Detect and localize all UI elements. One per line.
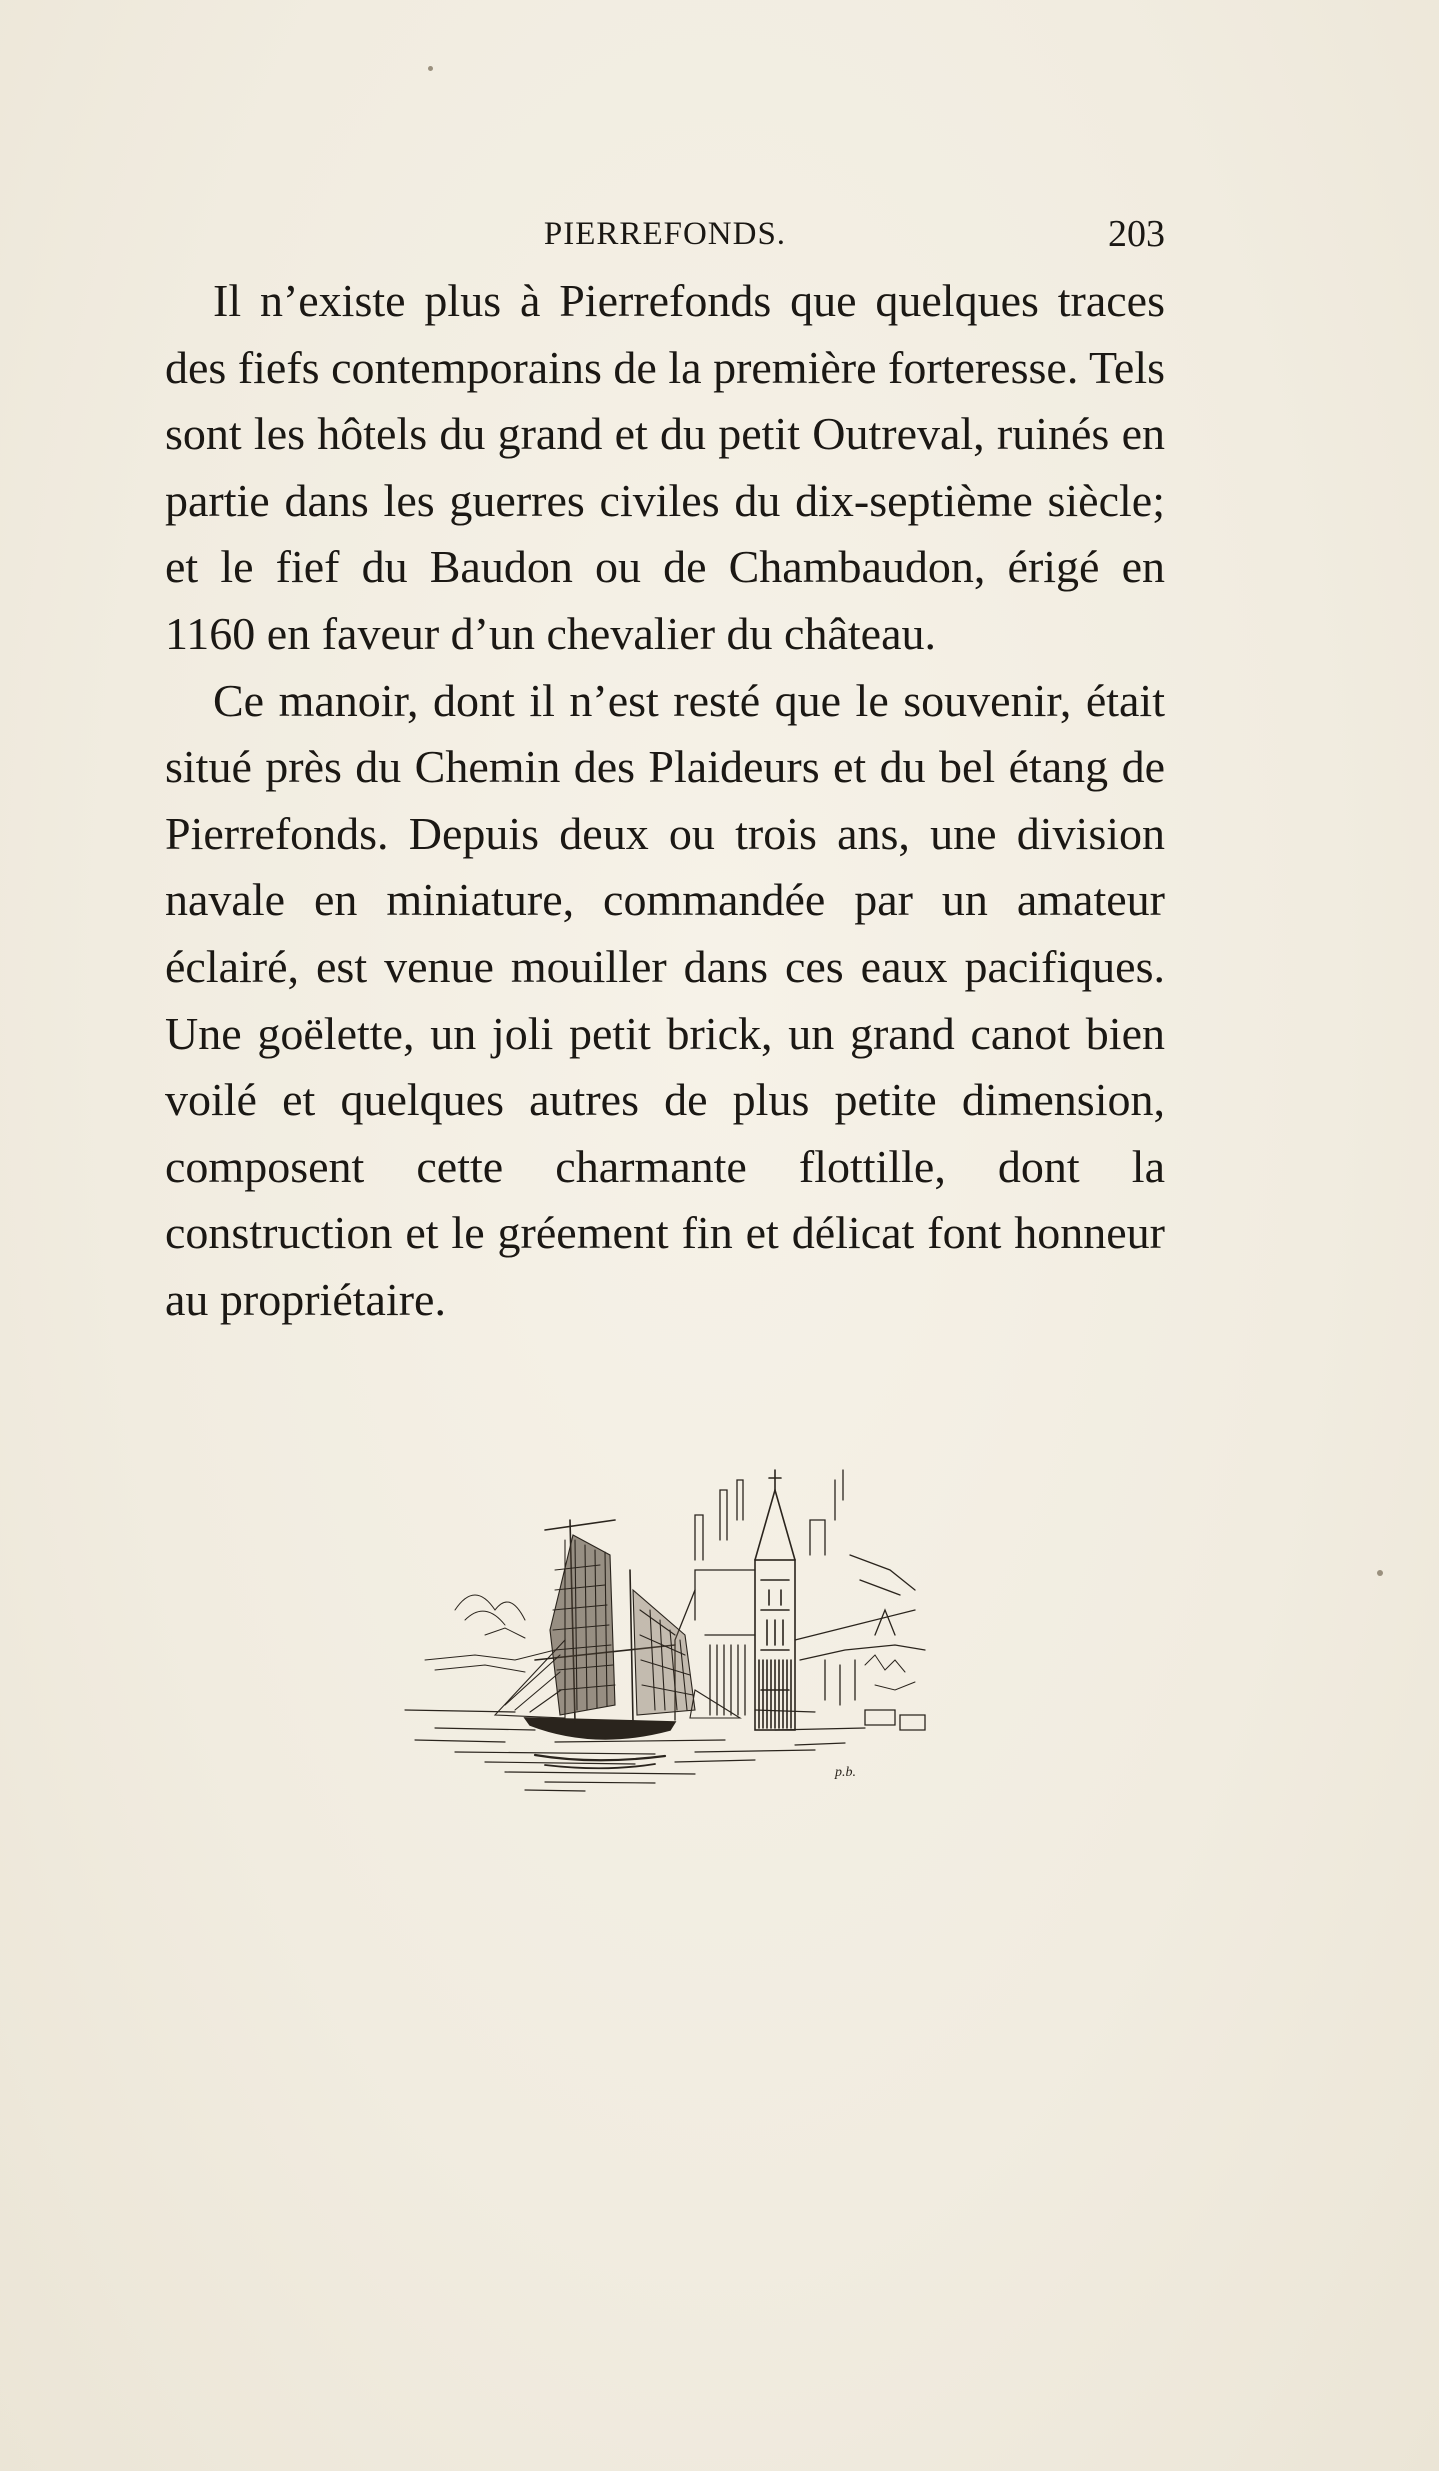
ship-sails	[495, 1535, 740, 1718]
running-title: PIERREFONDS.	[543, 216, 787, 252]
artist-signature: p.b.	[835, 1765, 856, 1780]
body-text	[165, 268, 1165, 1334]
castle-ruins	[675, 1470, 925, 1730]
stray-mark	[1377, 1570, 1383, 1576]
vignette-illustration	[395, 1460, 935, 1800]
paragraph-1: Il n’existe plus à Pierrefonds que quelques traces des fiefs contemporains de la première forteresse. Tels sont les hôtels du grand et du petit Outreval, ruinés en partie dans les guerres civiles du dix-septième siècle; et le fief du Baudon ou de Chambaudon, érigé en 1160 en faveur d’un chevalier du château.	[165, 275, 1165, 659]
church-tower	[755, 1470, 795, 1730]
stray-mark	[428, 66, 433, 71]
page-number: 203	[1108, 213, 1165, 255]
paragraph-2: Ce manoir, dont il n’est resté que le souvenir, était situé près du Chemin des Plaideurs et du bel étang de Pierrefonds. Depuis deux ou trois ans, une division navale en miniature, commandée par un amateur éclairé, est venue mouiller dans ces eaux pacifiques. Une goëlette, un joli petit brick, un grand canot bien voilé et quelques autres de plus petite dimension, composent cette charmante flottille, dont la construction et le gréement fin et délicat font honneur au propriétaire.	[165, 674, 1165, 1325]
running-head	[165, 212, 1165, 262]
